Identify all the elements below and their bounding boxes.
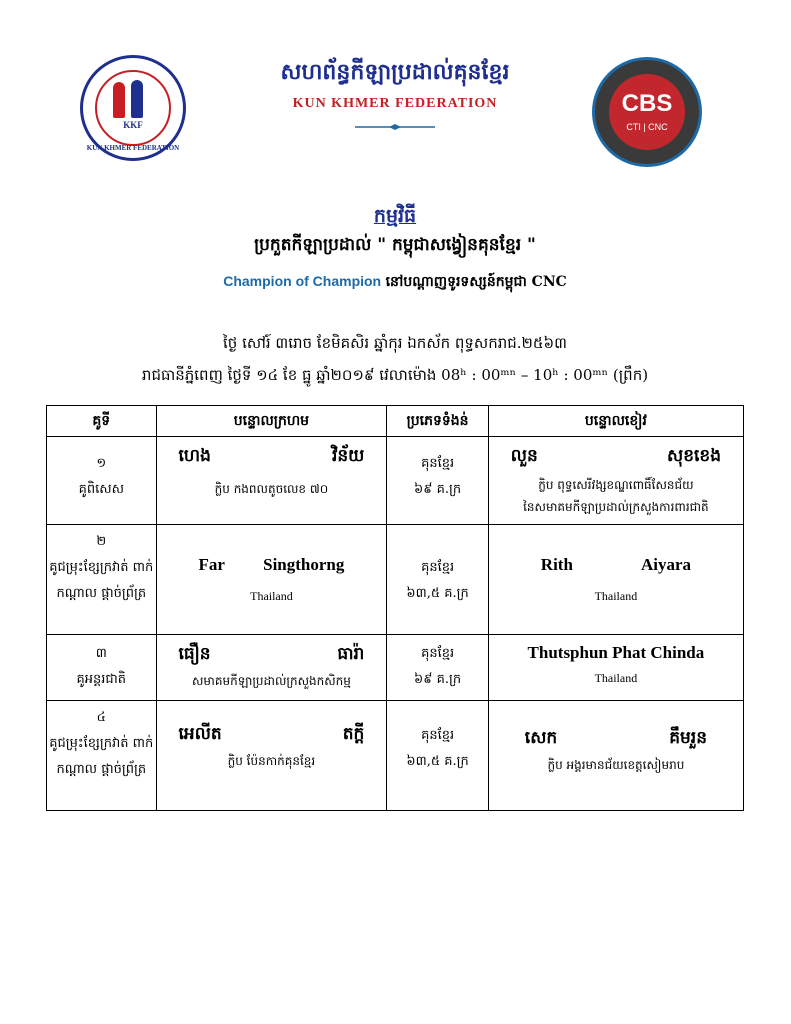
page-title: កម្មវិធី (373, 205, 417, 227)
fighter-first-name: លួន (510, 446, 538, 466)
fighter-name (501, 445, 731, 470)
fighter-last-name: តក្តី (342, 724, 365, 744)
blue-corner-cell (488, 701, 743, 811)
fighter-first-name: ហេង (178, 446, 211, 466)
event-place-time: រាជធានីភ្នំពេញ ថ្ងៃទី ១៤ ខែ ធ្នូ ឆ្នាំ២០១៩ វេលាម៉ោង 08ʰ : 00ᵐⁿ – 10ʰ : 00ᵐⁿ (ព្រឹក) (141, 366, 649, 384)
weight-cell (387, 701, 488, 811)
fighter-first-name: Rith (540, 555, 573, 574)
bout-number: ៣ (95, 646, 107, 661)
event-date: ថ្ងៃ សៅរ៍ ៣រោច ខែមិគសិរ ឆ្នាំកុរ ឯកស័ក ពុទ្ធសករាជ.២៥៦៣ (223, 334, 567, 352)
kkf-ring-text: KUN KHMER FEDERATION (86, 144, 180, 152)
bout-cell (47, 635, 157, 701)
fighter-name (169, 445, 375, 470)
fighter-last-name: Singthorng (263, 555, 345, 574)
red-corner-cell (156, 635, 387, 701)
venue-line (120, 272, 670, 293)
blue-corner-cell (488, 437, 743, 525)
red-corner-cell (156, 701, 387, 811)
col-header-red-corner: បន្ទោលក្រហម (156, 406, 387, 437)
weight-cell (387, 525, 488, 635)
boxer-red-icon (113, 82, 125, 118)
weight-cell (387, 635, 488, 701)
cbs-letters: CBS (621, 90, 673, 117)
weight-cell (387, 437, 488, 525)
weight-class: ៦៣,៥ គ.ក្រ (406, 586, 469, 601)
cbs-sub-brands: CTI | CNC (626, 122, 668, 132)
bout-type: គូជម្រុះខ្សែក្រវាត់ ពាក់កណ្តាល ផ្តាច់ព្រ័ត្រ (49, 560, 154, 601)
weight-class: ៦៩ គ.ក្រ (414, 482, 462, 497)
fighter-last-name: Aiyara (640, 555, 691, 574)
bout-type: គូពិសេស (78, 482, 124, 497)
fighter-club: Thailand (250, 589, 293, 603)
table-row (47, 437, 744, 525)
fighter-name (169, 643, 375, 668)
cbs-logo (592, 57, 702, 167)
col-header-bout: គូទី (47, 406, 157, 437)
col-header-blue-corner: បន្ទោលខៀវ (488, 406, 743, 437)
ornament-divider-icon (355, 124, 435, 130)
fighter-last-name: គឹមរួន (669, 728, 707, 748)
fight-style: គុនខ្មែរ (421, 456, 455, 471)
bout-table (46, 405, 744, 811)
venue-english: Champion of Champion (223, 273, 382, 289)
venue-khmer: នៅបណ្តាញទូរទស្សន៍កម្ពុជា CNC (385, 274, 567, 290)
event-name: ប្រកួតកីឡាប្រដាល់ " កម្ពុជាសង្វៀនគុនខ្មែរ " (254, 235, 536, 255)
kkf-initials: KKF (123, 120, 143, 130)
weight-class: ៦៩ គ.ក្រ (414, 672, 462, 687)
blue-corner-cell (488, 635, 743, 701)
bout-type: គូជម្រុះខ្សែក្រវាត់ ពាក់កណ្តាល ផ្តាច់ព្រ័ត្រ (49, 736, 154, 777)
fight-style: គុនខ្មែរ (421, 560, 455, 575)
boxer-blue-icon (131, 80, 143, 118)
federation-name-en: KUN KHMER FEDERATION (292, 96, 498, 111)
fighter-club: សមាគមកីឡាប្រដាល់ក្រសួងកសិកម្ម (191, 674, 351, 688)
fighter-club: ក្លិប ប៉ែនកាក់គុនខ្មែរ (227, 754, 316, 768)
table-row (47, 525, 744, 635)
fighter-first-name: អេលីត (178, 724, 222, 744)
fighter-club: ក្លិប កងពលតូចលេខ ៧០ (214, 482, 329, 496)
fighter-name (169, 555, 375, 575)
bout-cell (47, 437, 157, 525)
fighter-club-association: នៃសមាគមកីឡាប្រដាល់ក្រសួងការពារជាតិ (523, 500, 709, 514)
fight-style: គុនខ្មែរ (421, 728, 455, 743)
fight-style: គុនខ្មែរ (421, 646, 455, 661)
fighter-name (169, 723, 375, 748)
kkf-logo (80, 55, 186, 161)
fighter-club: Thailand (594, 589, 638, 603)
bout-number: ៤ (96, 710, 106, 725)
fighter-last-name: វិន័យ (331, 446, 365, 466)
table-row (47, 635, 744, 701)
weight-class: ៦៣,៥ គ.ក្រ (406, 754, 469, 769)
bout-cell (47, 525, 157, 635)
col-header-weight: ប្រភេទទំងន់ (387, 406, 488, 437)
bout-number: ២ (96, 534, 107, 549)
table-header-row (47, 406, 744, 437)
fighter-club: ក្លិប ពុទ្ធសេរីវង្សខណ្ឌពោធិ៍សែនជ័យ (538, 478, 694, 492)
fighter-last-name: សុខខេង (667, 446, 721, 466)
bout-cell (47, 701, 157, 811)
bout-type: គូអន្តរជាតិ (76, 672, 127, 687)
red-corner-cell (156, 525, 387, 635)
fighter-full-name: Thutsphun Phat Chinda (527, 643, 705, 662)
fighter-last-name: ធារ៉ា (337, 644, 365, 664)
bout-number: ១ (96, 456, 107, 471)
fighter-first-name: សេក (524, 728, 558, 748)
fighter-name (501, 555, 731, 575)
fighter-first-name: Far (198, 555, 225, 574)
blue-corner-cell (488, 525, 743, 635)
fighter-club: ក្លិប អង្គរមានជ័យខេត្តសៀមរាប (547, 758, 685, 772)
fighter-name (501, 727, 731, 752)
fighter-first-name: ធឿន (178, 644, 211, 664)
federation-name-kh: សហព័ន្ធកីឡាប្រដាល់គុនខ្មែរ (280, 59, 510, 85)
fighter-club: Thailand (594, 671, 638, 685)
table-row (47, 701, 744, 811)
red-corner-cell (156, 437, 387, 525)
